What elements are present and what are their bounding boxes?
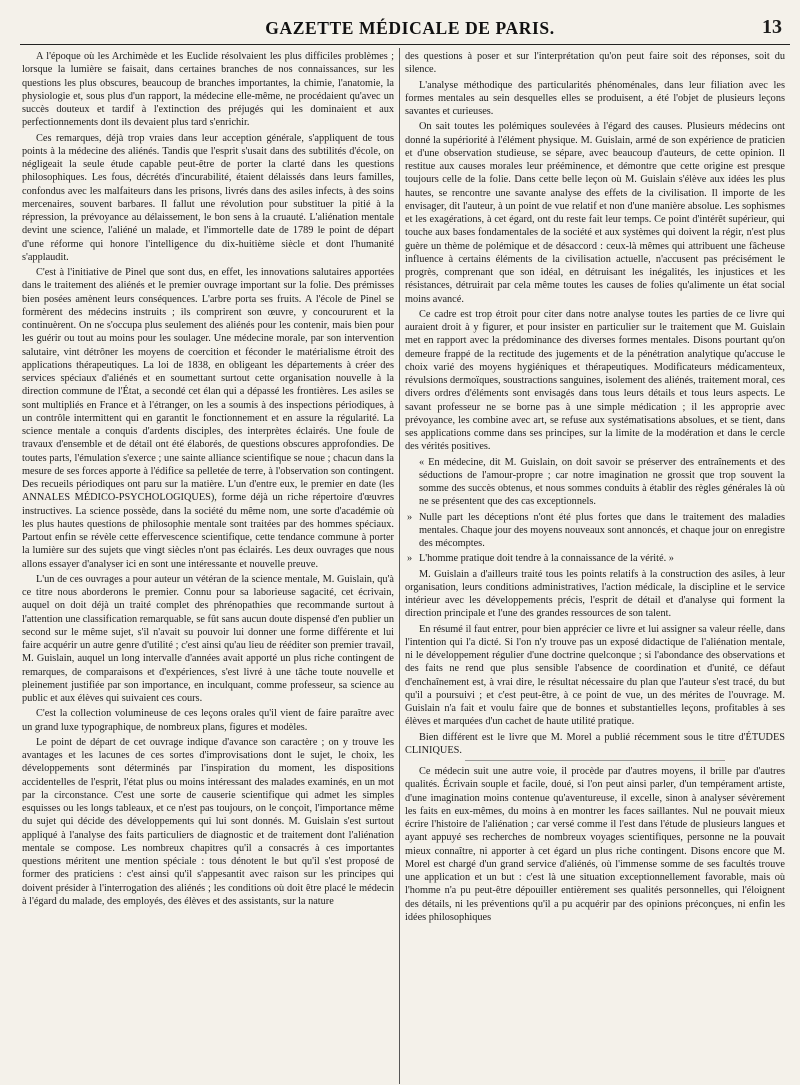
paragraph: En résumé il faut entrer, pour bien apprécier ce livre et lui assigner sa valeur réelle, dans l'intention qui l'a dicté. Si l'on n'y trouve pas un exposé didactique de l'aliénation mentale, ni le développement régulier d'une doctrine quelconque ; si l'abondance des observations et des faits ne rend que plus sensible l'absence de coordination et d'unité, ce défaut d'enchaînement est, à vrai dire, le résultat nécessaire du plan que l'auteur s'est tracé, du but qu'il a poursuivi ; et c'est peut-être, à ce point de vue, un des mérites de l'ouvrage. M. Guislain n'a fait et voulu faire que de bonnes et substantielles leçons, profitables à ses élèves et marquées d'un cachet de haute utilité pratique. <box>405 623 785 728</box>
paragraph: Ces remarques, déjà trop vraies dans leur acception générale, s'appliquent de tous points à la médecine des aliénés. Tandis que l'esprit s'usait dans des subtilités d'école, on négligeait la seule étude capable peut-être de porter la clarté dans les questions philosophiques. Les fous, décrétés d'incurabilité, étaient délaissés dans leurs familles, confondus avec les malfaiteurs dans les prisons, livrés dans des asiles infects, à des soins mercenaires, souvent barbares. Il fallut une révolution pour substituer la pitié à la répression, la prévoyance au délaissement, le bon sens à la cruauté. L'aliénation mentale devint une science, l'aliéné un malade, et l'immortelle date de 1789 le point de départ d'une réforme qui honore l'intelligence du dix-huitième siècle et dont l'humanité s'applaudit. <box>22 132 394 263</box>
column-divider <box>399 48 400 1084</box>
paragraph: L'un de ces ouvrages a pour auteur un vétéran de la science mentale, M. Guislain, qu'à ce titre nous aborderons le premier. Connu pour sa laborieuse sagacité, cet écrivain, auquel on doit déjà un traité complet des phrénopathies que recommande surtout à l'attention une classification remarquable, se fût sans aucun doute dispensé d'en publier un second sur le même sujet, s'il n'avait su pouvoir lui donner une forme différente et lui faire acquérir un autre genre d'utilité ; c'est ainsi qu'au lieu de rééditer son premier travail, M. Guislain, auquel un long intervalle d'années avait apporté un plus riche contingent de remarques, de comparaisons et d'expériences, s'est livré à une tâche toute nouvelle et pleinement justifiée par son importance, en inculquant, comme professeur, sa science au public et aux élèves qui suivaient ces cours. <box>22 573 394 704</box>
left-column <box>22 50 394 1080</box>
section-separator <box>465 760 725 762</box>
paragraph: M. Guislain a d'ailleurs traité tous les points relatifs à la construction des asiles, à leur organisation, leurs conditions administratives, l'action médicale, la discipline et le service intérieur avec les développements précis, l'esprit de détail et d'analyse qui forment la direction principale et l'une des grandes ressources de son talent. <box>405 568 785 620</box>
paragraph: A l'époque où les Archimède et les Euclide résolvaient les plus difficiles problèmes ; lorsque la lumière se faisait, dans certaines branches de nos connaissances, sur les questions les plus obscures, beaucoup de branches importantes, la chimie, l'anatomie, la physiologie et, sous plus d'un rapport, la médecine elle-même, ne procédaient qu'avec un succès douteux et tardif à l'extinction des préjugés qui les dominaient et aux perfectionnements dont ils devaient plus tard s'enrichir. <box>22 51 394 129</box>
page-header <box>30 10 790 44</box>
page-number: 13 <box>762 16 782 38</box>
header-rule <box>20 44 790 45</box>
paragraph: C'est la collection volumineuse de ces leçons orales qu'il vient de faire paraître avec un grand luxe typographique, de nombreux plans, figures et modèles. <box>22 708 394 733</box>
paragraph: L'analyse méthodique des particularités phénoménales, dans leur filiation avec les formes mentales au sein desquelles elles se produisent, a été l'objet de plusieurs leçons savantes et curieuses. <box>405 79 785 117</box>
paragraph: Ce cadre est trop étroit pour citer dans notre analyse toutes les parties de ce livre qui auraient droit à y figurer, et pour insister en particulier sur le traitement que M. Guislain met en rapport avec la prédominance des diverses formes mentales. Disons pourtant qu'on demeure frappé de la rectitude des jugements et de la pénétration analytique qu'accuse le choix varié des moyens hygiéniques et thérapeutiques. Modificateurs médicamenteux, révulsions dermoïques, soustractions sanguines, isolement des aliénés, traitement moral, ces divers ordres d'éléments sont envisagés dans tous leurs détails et tous leurs aspects. Le savant professeur ne se borne pas à une simple médication ; il les approprie avec prévoyance, les combine avec art, se refuse aux systématisations absolues, et se tient, dans ses applications comme dans ses principes, sur la limite de la modération et dans le cercle des vérités positives. <box>405 308 785 453</box>
quote-paragraph: » L'homme pratique doit tendre à la connaissance de la vérité. » <box>405 552 785 565</box>
paragraph: des questions à poser et sur l'interprétation qu'on peut faire soit des réponses, soit du silence. <box>405 51 785 76</box>
right-column <box>405 50 785 1080</box>
paragraph: Bien différent est le livre que M. Morel a publié récemment sous le titre d'ÉTUDES CLINIQUES. <box>405 731 785 756</box>
paragraph: C'est à l'initiative de Pinel que sont dus, en effet, les innovations salutaires apportées dans le traitement des aliénés et le premier ouvrage important sur la folie. Des prémisses bien posées amènent leurs conséquences. L'arbre porta ses fruits. A l'école de Pinel se formèrent des médecins instruits ; ils comprirent son œuvre, y concoururent et la continuèrent. On ne s'occupa plus seulement des aliénés pour les contenir, mais bien pour les guérir ou tout au moins pour les soulager. Une médecine morale, par son intervention salutaire, vint détrôner les moyens de coercition et féconder le matérialisme étroit des applications thérapeutiques. La loi de 1838, en obligeant les départements à créer des services spéciaux d'aliénés et en soumettant surtout cette organisation nouvelle à la direction commune de l'État, a secondé cet élan qui a dépassé les frontières. Les asiles se sont multipliés en France et à l'étranger, on les a soumis à des inspections périodiques, à un contrôle intermittent qui en garantit le fonctionnement et en assure la régularité. La science mentale a conquis d'ardents disciples, des interprètes éclairés. Une foule de travaux d'ensemble et de détail ont été élaborés, de questions obscures approfondies. De toutes parts, l'émulation s'exerce ; une sainte alliance scientifique se noue ; chacun dans la mesure de ses forces apporte à l'édifice sa pelletée de terre, à l'observation son contingent. Des recueils périodiques ont paru sur la matière. L'un d'entre eux, le premier en date (les ANNALES MÉDICO-PSYCHOLOGIQUES), forme déjà un riche répertoire d'œuvres instructives. La science possède, dans la société du même nom, une sorte d'académie où les plus hautes questions de philosophie mentale sont traitées par des hommes spéciaux. Partout enfin se révèle cette effervescence scientifique, cette tendance commune à porter la lumière sur des sujets que vingt siècles n'ont pas éclairés. Les deux ouvrages que nous allons essayer d'analyser ici en sont une intéressante et nouvelle preuve. <box>22 267 394 570</box>
paragraph: Le point de départ de cet ouvrage indique d'avance son caractère ; on y trouve les avantages et les lacunes de ces sortes d'improvisations dont le sujet, le choix, les développements sont déterminés par l'inspiration du moment, les dispositions accidentelles de l'esprit, l'état plus ou moins intéressant des malades examinés, en un mot par la circonstance. C'est une sorte de causerie scientifique qui admet les simples esquisses ou les longs tableaux, et ce n'est pas toujours, on le conçoit, l'importance même du sujet qui décide des développements qui lui sont donnés. M. Guislain s'est surtout appliqué à l'analyse des faits particuliers de diagnostic et de traitement dont l'aliénation mentale se compose. Les nombreux chapitres qu'il a consacrés à ces importantes questions méritent une mention spéciale : tous dénotent le but qu'il s'est proposé de former des praticiens : c'est ainsi qu'il s'appesantit avec raison sur les principes qui doivent présider à l'interrogation des aliénés ; les conditions où doit être placé le médecin à l'égard du malade, des employés, des élèves et des assistants, sur la nature <box>22 736 394 907</box>
quote-paragraph: » Nulle part les déceptions n'ont été plus fortes que dans le traitement des maladies mentales. Chaque jour des moyens nouveaux sont annoncés, et chaque jour on enregistre des mécomptes. <box>405 511 785 551</box>
quote-paragraph: « En médecine, dit M. Guislain, on doit savoir se préserver des entraînements et des séductions de l'amour-propre ; car notre imagination ne grossit que trop souvent la somme des succès obtenus, et nous sommes conduits à établir des règles générales là où ne se présentent que des cas exceptionnels. <box>419 456 785 508</box>
paragraph: Ce médecin suit une autre voie, il procède par d'autres moyens, il brille par d'autres qualités. Écrivain souple et facile, doué, si l'on peut ainsi parler, d'un tempérament artiste, d'une imagination moins contenue qu'aventureuse, il excelle, sinon à analyser sévèrement les faits en eux-mêmes, du moins à en montrer les faces saillantes. Nul ne pouvait mieux écrire l'histoire de l'aliénation ; car versé comme il l'est dans l'étude de plusieurs langues et ayant appuyé ses recherches de nombreux voyages scientifiques, personne ne la pouvait mieux connaître, ni apporter à cet égard un plus riche contingent. Disons encore que M. Morel est chargé d'un grand service d'aliénés, où l'immense somme de ses facultés trouve une application et un but : c'est là une situation exceptionnellement favorable, mais où l'homme n'a pu peut-être dépouiller entièrement ses qualités personnelles, qui l'éloignent des détails, ni les préventions qu'il a pu acquérir par des opinions préconçues, ni enfin les idées philosophiques <box>405 766 785 923</box>
paragraph: On sait toutes les polémiques soulevées à l'égard des causes. Plusieurs médecins ont donné la supériorité à l'élément physique. M. Guislain, armé de son expérience de praticien et d'une observation studieuse, se sépare, avec beaucoup d'auteurs, de cette opinion. Il restitue aux causes morales leur prééminence, et démontre que cette origine est presque toujours celle de la folie. Dans cette belle leçon où M. Guislain s'élève aux idées les plus hautes, se rencontre une savante analyse des effets de la civilisation. Il importe de les envisager, dit l'auteur, à un point de vue relatif et non d'une manière absolue. Les sophismes et les exagérations, à cet égard, ont du reste fait leur temps. Ce point d'intérêt supérieur, qui touche aux bases fondamentales de la société et aux systèmes qui doivent la régir, n'est plus guère un thème de polémique et de désaccord : ceux-là mêmes qui attribuent une fâcheuse influence à certains éléments de la civilisation actuelle, n'accusent pas précisément le progrès, comprenant que son idéal, en détruisant les inégalités, les injustices et les résistances, détruirait par cela même toutes les causes de folies qu'alimente un état social moins avancé. <box>405 121 785 305</box>
journal-title: GAZETTE MÉDICALE DE PARIS. <box>265 18 555 38</box>
